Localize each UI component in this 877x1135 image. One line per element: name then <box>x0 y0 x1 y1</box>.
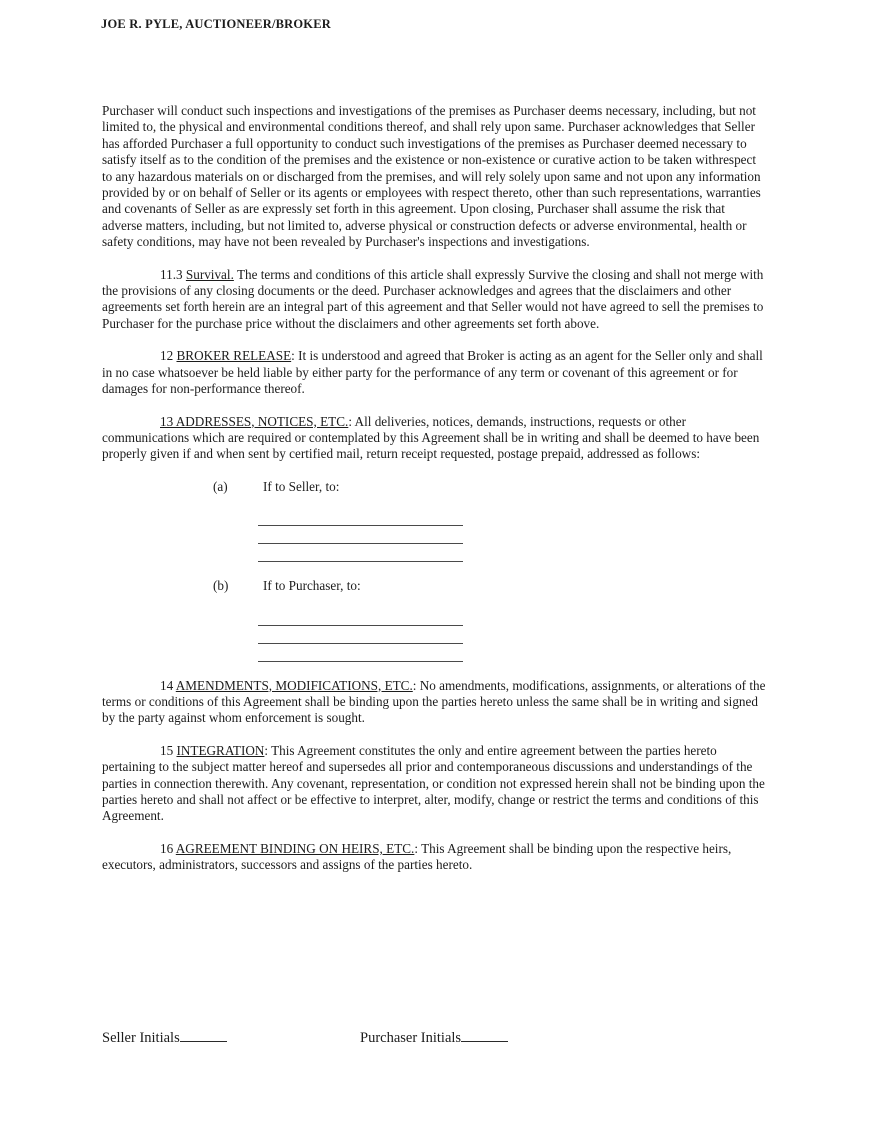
address-blank-lines <box>258 608 767 662</box>
section-12-broker-release <box>102 348 767 397</box>
paragraph-text: 15 <box>160 742 177 758</box>
paragraph-text: : It is understood and agreed that Broker is acting as an agent for the Seller only and shall in no case whatsoever be held liable by either party for the performance of any term or covenant of this agreement or for damages for non-performance thereof. <box>102 348 763 397</box>
seller-initials-field <box>102 1026 227 1047</box>
section-14-amendments-modifications <box>102 678 767 727</box>
paragraph-text: 16 <box>160 840 176 856</box>
intro-inspections-paragraph <box>102 103 767 251</box>
address-blank-line <box>258 508 463 526</box>
section-16-binding-on-heirs <box>102 841 767 874</box>
address-caption: If to Purchaser, to: <box>263 578 361 594</box>
address-blank-line <box>258 526 463 544</box>
signature-footer <box>102 1026 767 1050</box>
purchaser-initials-label: Purchaser Initials <box>360 1030 462 1046</box>
paragraph-text: The terms and conditions of this article shall expressly Survive the closing and shall not merge with the provisions of any closing documents or the deed. Purchaser acknowledges and agrees that the disclaimers and other agreements set forth herein are an integral part of this agreement and that Seller would not have agreed to sell the premises to Purchaser for the purchase price without the disclaimers and other agreements set forth above. <box>102 266 764 331</box>
paragraph-text: : This Agreement shall be binding upon the respective heirs, executors, administrators, successors and assigns of the parties hereto. <box>102 840 732 873</box>
paragraph-text: : No amendments, modifications, assignments, or alterations of the terms or conditions of this Agreement shall be binding upon the parties hereto unless the same shall be in writing and signed by the party against whom enforcement is sought. <box>102 677 766 726</box>
section-11-3-survival <box>102 267 767 333</box>
address-block-a <box>102 479 767 562</box>
section-13-addresses-notices <box>102 414 767 463</box>
paragraph-text: : All deliveries, notices, demands, instructions, requests or other communications which are required or contemplated by this Agreement shall be in writing and shall be deemed to have been properly given if and when sent by certified mail, return receipt requested, postage prepaid, addressed as follows: <box>102 413 760 462</box>
address-blank-line <box>258 644 463 662</box>
document-header: JOE R. PYLE, AUCTIONEER/BROKER <box>101 17 331 31</box>
document-body <box>102 103 767 890</box>
address-blank-line <box>258 544 463 562</box>
section-heading-text: BROKER RELEASE <box>176 348 292 364</box>
section-heading-text: INTEGRATION <box>176 742 265 758</box>
section-heading-text: AMENDMENTS, MODIFICATIONS, ETC. <box>175 677 413 693</box>
seller-initials-blank-line <box>180 1026 227 1042</box>
purchaser-initials-field <box>360 1026 508 1047</box>
address-item-label: (b) <box>213 578 229 594</box>
purchaser-initials-blank-line <box>461 1026 508 1042</box>
paragraph-text: 14 <box>160 677 176 693</box>
address-block-b <box>102 578 767 661</box>
address-blank-line <box>258 608 463 626</box>
paragraph-text: 11.3 <box>160 266 186 282</box>
address-item-label: (a) <box>213 478 228 494</box>
seller-initials-label: Seller Initials <box>102 1030 180 1046</box>
paragraph-text: 12 <box>160 348 177 364</box>
address-blank-lines <box>258 508 767 562</box>
address-blank-line <box>258 626 463 644</box>
paragraph-text: Purchaser will conduct such inspections and investigations of the premises as Purchaser deems necessary, including, but not limited to, the physical and environmental conditions thereof, and shall rely upon same. Purchaser acknowledges that Seller has afforded Purchaser a full opportunity to conduct such investigations of the premises as Purchaser deemed necessary to satisfy itself as to the condition of the premises and the existence or non-existence or curative action to be taken withrespect to any hazardous materials on or discharged from the premises, and will rely solely upon same and not upon any information provided by or on behalf of Seller or its agents or employees with respect thereto, other than such representations, warranties and covenants of Seller as are expressly set forth in this agreement. Upon closing, Purchaser shall assume the risk that adverse matters, including, but not limited to, adverse physical or construction defects or adverse environmental, health or safety conditions, may have not been revealed by Purchaser's inspections and investigations. <box>102 103 761 250</box>
address-heading <box>213 578 767 594</box>
section-heading-text: AGREEMENT BINDING ON HEIRS, ETC. <box>175 840 415 856</box>
section-heading-text: 13 ADDRESSES, NOTICES, ETC. <box>160 413 349 429</box>
section-15-integration <box>102 743 767 825</box>
paragraph-text: : This Agreement constitutes the only and entire agreement between the parties hereto pertaining to the subject matter hereof and supersedes all prior and contemporaneous discussions and understandings of the parties in connection therewith. Any covenant, representation, or condition not expressed herein shall not be binding upon the parties hereto and shall not affect or be effective to interpret, alter, modify, change or restrict the terms and conditions of this Agreement. <box>102 742 765 824</box>
section-heading-text: Survival. <box>185 266 234 282</box>
address-heading <box>213 479 767 495</box>
address-caption: If to Seller, to: <box>263 478 340 494</box>
